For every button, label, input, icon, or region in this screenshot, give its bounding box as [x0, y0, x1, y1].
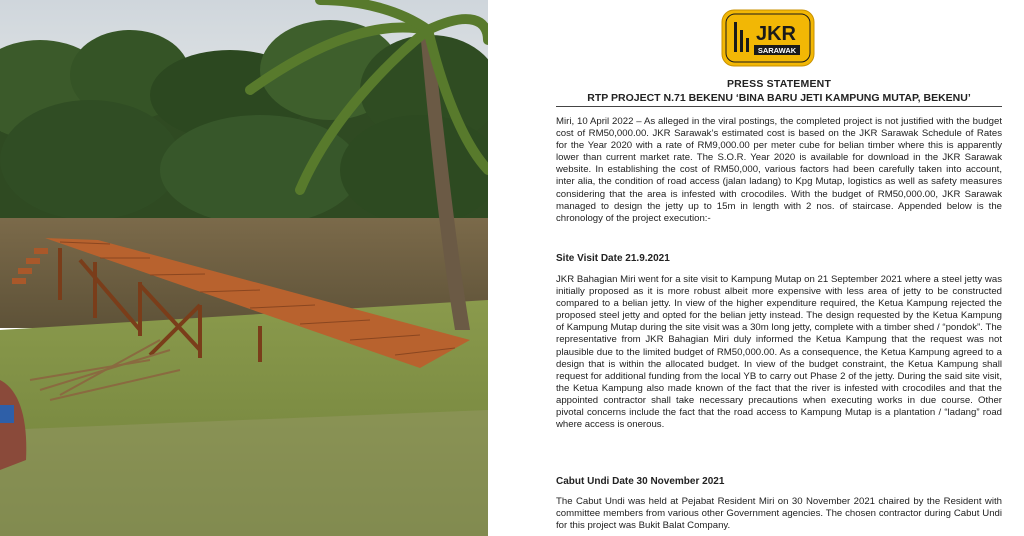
intro-paragraph: Miri, 10 April 2022 – As alleged in the viral postings, the completed project is not justified with the budget cost of RM50,000.00. JKR Sarawak’s estimated cost is based on the JKR Sarawak Schedule of Rates for the Year 2020 with a rate of RM9,000.00 per meter cube for belian timber where this is apparently lower than current market rate. The S.O.R. Year 2020 is available for download in the JKR Sarawak website. In establishing the cost of RM50,000, various factors had been carefully taken into account, inter alia, the condition of road access (jalan ladang) to Kpg Mutap, logistics as well as safety measures considering that the area is infested with crocodiles. With the budget of RM50,000.00, JKR Sarawak managed to design the jetty up to 15m in length with 2 nos. of staircase. Appended below is the chronology of the project execution:- — [556, 116, 1002, 224]
jetty-photo-illustration — [0, 0, 488, 536]
press-statement-title: PRESS STATEMENT — [726, 78, 832, 90]
press-statement-document — [488, 0, 1024, 536]
logo-sub-text: SARAWAK — [757, 46, 797, 55]
jetty-photo — [0, 0, 488, 536]
cabut-undi-paragraph: The Cabut Undi was held at Pejabat Resident Miri on 30 November 2021 chaired by the Resident with committee members from various other Government agencies. The chosen contractor during Cabut Undi for this project was Bukit Balat Company. — [556, 496, 1002, 532]
project-title: RTP PROJECT N.71 BEKENU ‘BINA BARU JETI KAMPUNG MUTAP, BEKENU’ — [587, 92, 971, 104]
jkr-sarawak-logo — [720, 8, 816, 68]
site-visit-paragraph: JKR Bahagian Miri went for a site visit to Kampung Mutap on 21 September 2021 where a steel jetty was initially proposed as it is more robust albeit more expensive with less area of jetty to be constructed compared to a belian jetty. In view of the higher expenditure required, the Ketua Kampung rejected the proposed steel jetty and opted for the belian jetty instead. The design requested by the Ketua Kampung of Kampung Mutap during the site visit was a 30m long jetty, complete with a timber shed / “pondok”. The representative from JKR Bahagian Miri duly informed the Ketua Kampung that the request was not plausible due to the limited budget of RM50,000.00. As a consequence, the Ketua Kampung agreed to a design that is within the allocated budget. In view of the budget constraint, the Ketua Kampung shall request for additional funding from the local YB to carry out Phase 2 of the jetty. During the said site visit, the Ketua Kampung also made known of the fact that the river is infested with crocodiles and that the appointed contractor shall take necessary precautions when executing works in due course. Other pivotal concerns include the fact that the road access to Kampung Mutap is a plantation / “ladang” road where access is onerous. — [556, 274, 1002, 431]
jungle-treeline — [0, 20, 488, 230]
cabut-undi-heading: Cabut Undi Date 30 November 2021 — [556, 476, 725, 487]
logo-main-text: JKR — [755, 23, 797, 45]
title-underline — [556, 106, 1002, 107]
site-visit-heading: Site Visit Date 21.9.2021 — [556, 253, 670, 264]
